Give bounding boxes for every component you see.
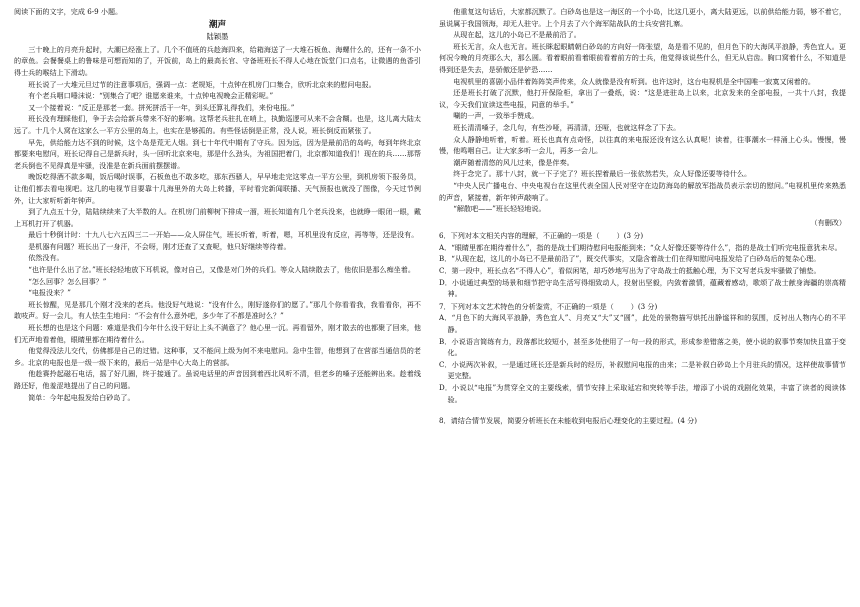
story-paragraph: 他重复这句话后，大家都沉默了。白砂岛也是这一海区的一个小岛，比这几更小，离大陆更远，以前供给能力弱，够不着它，虽说属于我国领海，却无人驻守。上个月去了六个海军陆战队的士兵安营扎寨。 [439, 7, 846, 28]
story-paragraph: 班长说了一大堆元旦过节的注意事项后，强调一点：老规矩，十点钟在机房门口集合，欣听北京来的慰问电报。 [28, 79, 376, 89]
story-paragraph: 他趁赛拎起磁石电话，摇了好几圈，终于接通了。虽说电话里的声音因到着西北风听不清，但老乡的嗓子还能辨出来。趁着线路还好，他羞涩地提出了自己的问题。 [14, 369, 421, 390]
question-6-option-a: A．“眼睛里都在期待着什么”，指的是战士们期待慰问电报能到来；“众人好像还要等待什么”，指的是战士们听完电报意犹未尽。 [439, 242, 842, 252]
story-paragraph: 唰的一声，一致举手赞成。 [453, 111, 539, 121]
reading-instruction: 阅读下面的文字，完成 6-9 小题。 [14, 7, 123, 16]
story-paragraph: 他觉得没法儿交代，仿佛都是自己的过错。这种事，又不能问上级为何不来电慰问。急中生智，他想到了在营部当通信员的老乡。北京的电报也是一级一级下来的，最后一站是中心大岛上的营部。 [14, 346, 421, 367]
story-paragraph: 是机器有问题？班长出了一身汗，不会呀，刚才还查了又查呢，他只好继续等待着。 [28, 241, 291, 251]
story-paragraph: 依然没有。 [28, 253, 64, 263]
story-paragraph: “电报没来？” [28, 288, 71, 298]
question-7-stem-text: 7．下列对本文艺术特色的分析鉴赏，不正确的一项是（ [439, 301, 614, 311]
right-column [439, 6, 846, 603]
story-paragraph: “也许是什么出了岔。”班长轻轻地放下耳机说，像对自己，又像是对门外的兵们。等众人陆续散去了，他依旧是那么痴坐着。 [28, 265, 415, 275]
question-7-stem [439, 301, 846, 313]
story-paragraph: 电视机里的喜剧小品伴着阵阵笑声传来，众人就像是没有听到。也许这时，这台电视机是全中国唯一寂寞又闲着的。 [453, 76, 815, 86]
story-paragraph: 终于念完了。那十八封，就一下子完了？班长捏着最后一张依然若失，众人好像还要等待什么。 [453, 169, 752, 179]
story-paragraph: 最后十秒倒计时：十九八七六五四三二一开始——众人屏住气，班长听着，听着，嗯，耳机里没有反应，再等等，还是没有。 [28, 230, 419, 240]
story-paragraph: 到了九点五十分，陆陆续续来了大半数的人。在机房门前柳树下排成一溜，班长知道有几个老兵没来，也就睁一眼闭一眼，戴上耳机打开了机器。 [14, 207, 421, 228]
story-paragraph: 众人静静地听着，听着。班长也真有点奇怪，以往真的来电报还没有这么认真呢！读着，往事潮水一样涌上心头。慢慢，慢慢，他鸣咽自己。让大家多听一会儿，再多一会儿。 [439, 134, 846, 156]
story-author: 陆颖墨 [206, 32, 229, 42]
story-paragraph: 班长清清嗓子，念几句，有些沙哑，再清清，还哑，也就这样念了下去。 [453, 122, 681, 132]
question-8: 8．请结合情节发展，简要分析班长在未能收到电报后心理变化的主要过程。(4 分) [439, 416, 698, 426]
story-paragraph: “解散吧——”班长轻轻地说。 [453, 204, 546, 214]
question-7-option-a: A．“月色下的大海风平浪静，秀色宜人”、月亮又“大”又“圆”，此处的景物描写烘托出静谧祥和的氛围，反衬出人物内心的不平静。 [439, 313, 846, 335]
question-7-option-c: C．小说两次补叙，一是通过班长还是新兵时的经历，补叙慰问电报的由来；二是补叙白砂岛上个月驻兵的情况，这样使故事情节更完整。 [439, 359, 846, 381]
story-paragraph: 还是班长打破了沉默，他打开保险柜，拿出了一叠纸，说：“这是进驻岛上以来，北京发来的全部电报，一共十八封，我提议，今天我们宣读这些电报，同意的举手。” [439, 88, 846, 109]
question-6-stem [439, 230, 846, 242]
story-paragraph: 又一个接着说：“反正是那老一套。拼死拼活干一年，到头还算礼得我们，来份电报。” [28, 102, 295, 112]
question-7-points: ）(3 分) [630, 301, 658, 311]
question-6-option-d: D．小说通过典型的场景和细节把守岛生活写得细致动人，投射出坚毅，内敛着激情，蕴藏着感动，歌颂了战士献身海疆的崇高精神。 [439, 277, 846, 299]
question-6-option-b: B．“从现在起，这儿的小岛已不是最前沿了”，既交代事实，又隐含着战士们在得知慰问电报发给了白砂岛后的复杂心理。 [439, 254, 821, 264]
story-paragraph: 潮声随着清悠的风儿过来，像是伴奏。 [453, 157, 574, 167]
question-7-option-d: D．小说以“电报”为贯穿全文的主要线索，情节安排上采取延宕和突转等手法，增添了小说的戏剧化效果，丰富了读者的阅读体验。 [439, 383, 846, 404]
question-6-stem-text: 6．下列对本文相关内容的理解，不正确的一项是（ [439, 231, 600, 241]
story-paragraph: 班长没有理睬他们，争于去会给新兵带来不好的影响。这帮老兵驻扎在哨上，执勤巡逻可从来不会含糊。也是，这儿离大陆太远了。十几个人窝在这家么一平方公里的岛上，也实在是够孤的。有些怪话倒是正常，没人说，班长倒反而紧张了。 [14, 114, 421, 135]
story-paragraph: 班长惊醒，见是那几个刚才没来的老兵。他没好气地说：“没有什么，刚好遂你们的愿了。”那几个你看看我，我看看你，再不敢吱声。好一会儿，有人怯生生地问：“不会有什么意外吧，多少年了不都是准时么？” [14, 299, 421, 321]
question-6-points: ）(3 分) [616, 231, 644, 241]
story-paragraph: “怎么回事？怎么回事？” [28, 276, 107, 286]
question-6-option-c: C．第一段中，班长点名“不得人心”，看似闲笔，却巧妙地写出为了守岛战士的抵触心理，为下文写老兵发牢骚做了铺垫。 [439, 266, 821, 276]
story-paragraph: 晚饭吃得酒不款多喝，饭后喝时误事，石板鱼也不敢多吃，那东西骚人，早早地走完这零点一平方公里，到机房领下报务员，让他们都去看电视吧。这几的电视节目要靠十几海里外的大岛上转播，平时看完新闻联播、天气预报也就没了图像，今天过节例外，让大家听听新年钟声。 [14, 172, 421, 205]
story-paragraph: 班长无言，众人也无言。班长眯起眼睛朝白砂岛的方向好一阵张望，岛是看不见的，但月色下的大海风平浪静，秀色宜人。更何况今晚的月亮那么大，那么圆。看着眼前看着眼前看着前方的士兵，他觉得该说些什么，但无从启齿。胸口窝着什么，不知道是得到还是失去，是骄傲还是铲恐…… [439, 41, 846, 74]
story-paragraph: 从现在起，这儿的小岛已不是最前沿了。 [453, 30, 581, 40]
story-paragraph: 有个老兵咽口唾沫说：“别集合了吧？谁愿来谁来，十点钟电视晚会正精彩呢。” [28, 91, 274, 101]
left-column [14, 6, 421, 603]
story-paragraph: “中央人民广播电台、中央电视台在这里代表全国人民对坚守在边防海岛的解放军指战员表示亲切的慰问。”电视机里传来熟悉的声音，紧接着，新年钟声敲响了。 [439, 180, 846, 202]
story-paragraph: 早先，供给能力达不到的时候，这个岛是荒无人烟。到七十年代中期有了守兵。因为远，因为是最前沿的岛屿，每到年终北京都要来电慰问，班长记得自己是新兵时，头一回听北京来电，那是什么劲头，为祖国把着门，北京都知道我们！现在的兵……那帮老兵倒也不见得真是牢骚，没准是在新兵面前摆摆谱。 [14, 137, 421, 170]
story-paragraph: 三十晚上的月亮升起时，大潮已经涨上了。几个不值班的兵趁海四来，给箱海送了一大堆石板鱼、海螺什么的，还有一条不小的章鱼。会餐餐桌上的鲁味是可想而知的了，开饭前，岛上的最高长官、守备班班长不得人心地在饭堂门口点名，让微遇的鱼香引得士兵的喉结上下滑动。 [14, 44, 421, 77]
story-paragraph: 班长想的也是这个问题：难道是我们今年什么没干好让上头不满意了？他心里一沉。再看留外，刚才散去的也都聚了回来，他们无声地看着他，眼睛里都在期待着什么。 [14, 323, 421, 344]
question-7-option-b: B．小说语言简练有力，段落都比较短小，甚至多处使用了一句一段的形式，形成参差错落之美，使小说的叙事节奏加快且富于变化。 [439, 336, 846, 358]
source-note: （有删改） [810, 217, 846, 227]
story-title: 潮声 [208, 19, 227, 30]
story-paragraph: 简单：今年起电报发给白砂岛了。 [28, 392, 135, 402]
